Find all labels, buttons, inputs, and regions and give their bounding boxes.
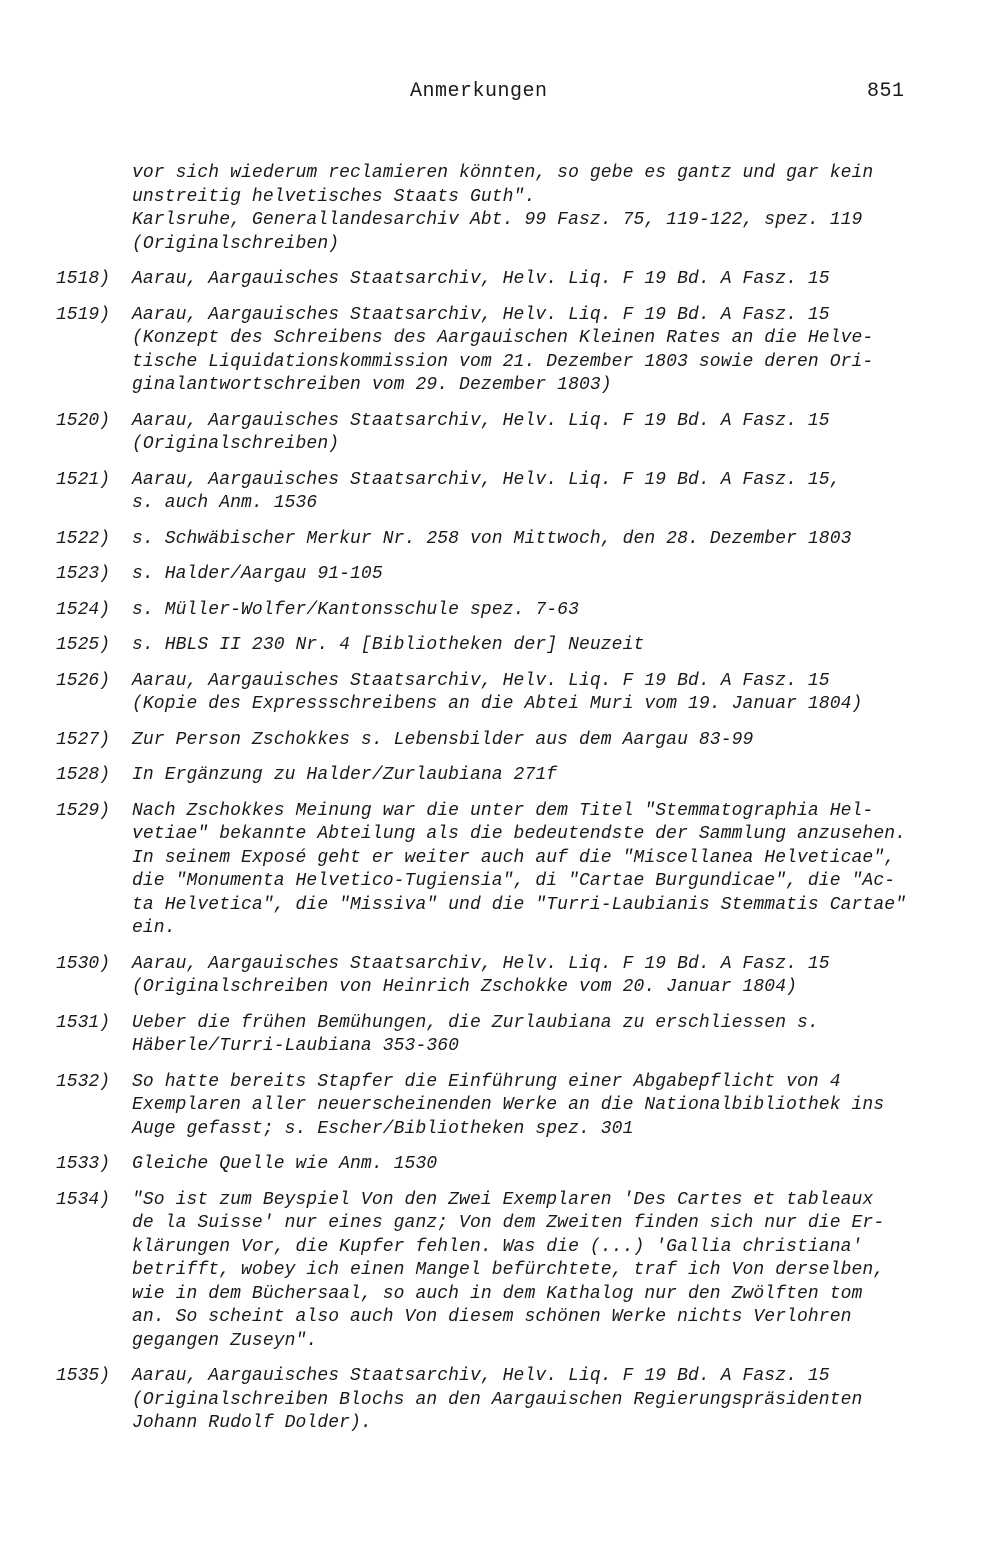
endnote — [0, 800, 1000, 941]
endnote-text — [132, 1365, 932, 1436]
endnote-line: Exemplaren aller neuerscheinenden Werke an die Nationalbibliothek ins — [132, 1095, 885, 1115]
endnote-number: 1534) — [56, 1189, 111, 1210]
endnote-line: Aarau, Aargauisches Staatsarchiv, Helv. Liq. F 19 Bd. A Fasz. 15 — [132, 1366, 830, 1386]
endnote-line: (Originalschreiben von Heinrich Zschokke vom 20. Januar 1804) — [132, 977, 798, 997]
endnote-line: ginalantwortschreiben vom 29. Dezember 1803) — [132, 375, 612, 395]
endnotes-list — [0, 162, 1000, 1448]
endnote — [0, 268, 1000, 292]
endnote — [0, 410, 1000, 457]
endnote-line: tische Liquidationskommission vom 21. Dezember 1803 sowie deren Ori- — [132, 351, 874, 372]
endnote-number: 1523) — [56, 564, 111, 584]
endnote-text — [132, 953, 932, 1000]
endnote-text — [132, 162, 932, 256]
endnote-number: 1529) — [56, 800, 111, 821]
endnote-number: 1520) — [56, 410, 111, 431]
running-title: Anmerkungen — [410, 80, 548, 103]
endnote-text — [132, 729, 932, 753]
endnote-line: Aarau, Aargauisches Staatsarchiv, Helv. Liq. F 19 Bd. A Fasz. 15 — [132, 304, 830, 325]
endnote-text — [132, 764, 932, 788]
endnote-number: 1531) — [56, 1012, 111, 1033]
endnote-line: Aarau, Aargauisches Staatsarchiv, Helv. Liq. F 19 Bd. A Fasz. 15, — [132, 469, 841, 490]
endnote-line: (Originalschreiben Blochs an den Aargauischen Regierungspräsidenten — [132, 1389, 863, 1410]
endnote-number: 1533) — [56, 1154, 111, 1174]
endnote-text — [132, 469, 932, 516]
endnote-line: vor sich wiederum reclamieren könnten, so gebe es gantz und gar kein — [132, 163, 874, 183]
endnote-text — [132, 563, 932, 587]
endnote-text — [132, 800, 932, 941]
endnote-line: gegangen Zuseyn". — [132, 1330, 318, 1351]
endnote-line: Gleiche Quelle wie Anm. 1530 — [132, 1154, 438, 1174]
endnote — [0, 729, 1000, 753]
endnote-line: die "Monumenta Helvetico-Tugiensia", di "Cartae Burgundicae", die "Ac- — [132, 871, 896, 891]
endnote-text — [132, 1153, 932, 1177]
endnote-number: 1518) — [56, 269, 111, 289]
endnote-line: Aarau, Aargauisches Staatsarchiv, Helv. Liq. F 19 Bd. A Fasz. 15 — [132, 670, 830, 691]
endnote-line: ta Helvetica", die "Missiva" und die "Turri-Laubianis Stemmatis Cartae" — [132, 894, 907, 915]
endnote-line: Aarau, Aargauisches Staatsarchiv, Helv. Liq. F 19 Bd. A Fasz. 15 — [132, 953, 830, 974]
endnote-line: "So ist zum Beyspiel Von den Zwei Exemplaren 'Des Cartes et tableaux — [132, 1189, 874, 1210]
endnote — [0, 563, 1000, 587]
endnote — [0, 1012, 1000, 1059]
endnote-line: de la Suisse' nur eines ganz; Von dem Zweiten finden sich nur die Er- — [132, 1213, 885, 1233]
endnote — [0, 599, 1000, 623]
endnote-line: Häberle/Turri-Laubiana 353-360 — [132, 1036, 460, 1056]
endnote-line: s. HBLS II 230 Nr. 4 [Bibliotheken der] Neuzeit — [132, 635, 645, 655]
endnote-line: betrifft, wobey ich einen Mangel befürchtete, traf ich Von derselben, — [132, 1260, 885, 1280]
endnote-number: 1526) — [56, 670, 111, 691]
endnote-line: Auge gefasst; s. Escher/Bibliotheken spez. 301 — [132, 1118, 634, 1139]
endnote-number: 1519) — [56, 304, 111, 325]
endnote-line: an. So scheint also auch Von diesem schönen Werke nichts Verlohren — [132, 1307, 852, 1327]
endnote-line: In Ergänzung zu Halder/Zurlaubiana 271f — [132, 765, 558, 785]
endnote-text — [132, 268, 932, 292]
endnote — [0, 304, 1000, 398]
endnote-number: 1527) — [56, 729, 111, 750]
endnote-text — [132, 670, 932, 717]
endnote-line: Nach Zschokkes Meinung war die unter dem Titel "Stemmatographia Hel- — [132, 800, 874, 821]
endnote-line: Ueber die frühen Bemühungen, die Zurlaubiana zu erschliessen s. — [132, 1012, 819, 1033]
endnote-line: In seinem Exposé geht er weiter auch auf die "Miscellanea Helveticae", — [132, 847, 896, 868]
endnote — [0, 953, 1000, 1000]
endnote-line: Aarau, Aargauisches Staatsarchiv, Helv. Liq. F 19 Bd. A Fasz. 15 — [132, 269, 830, 289]
endnote — [0, 1365, 1000, 1436]
endnote-line: (Originalschreiben) — [132, 233, 340, 254]
endnote-text — [132, 1012, 932, 1059]
endnote — [0, 634, 1000, 658]
endnote — [0, 162, 1000, 256]
endnote-text — [132, 304, 932, 398]
endnote-line: vetiae" bekannte Abteilung als die bedeutendste der Sammlung anzusehen. — [132, 824, 907, 844]
endnote-text — [132, 1189, 932, 1354]
endnote-number: 1528) — [56, 765, 111, 785]
endnote-line: Karlsruhe, Generallandesarchiv Abt. 99 Fasz. 75, 119-122, spez. 119 — [132, 210, 863, 230]
page-number: 851 — [867, 80, 905, 103]
endnote-number: 1532) — [56, 1071, 111, 1092]
endnote-text — [132, 528, 932, 552]
endnote-line: Johann Rudolf Dolder). — [132, 1413, 372, 1433]
endnote-text — [132, 599, 932, 623]
endnote — [0, 670, 1000, 717]
endnote-number: 1522) — [56, 528, 111, 549]
endnote — [0, 1071, 1000, 1142]
endnote-line: Zur Person Zschokkes s. Lebensbilder aus dem Aargau 83-99 — [132, 729, 754, 750]
endnote — [0, 528, 1000, 552]
endnote — [0, 469, 1000, 516]
endnote-line: s. auch Anm. 1536 — [132, 493, 318, 513]
endnote-number: 1530) — [56, 953, 111, 974]
endnote-line: So hatte bereits Stapfer die Einführung einer Abgabepflicht von 4 — [132, 1071, 841, 1092]
endnote-text — [132, 1071, 932, 1142]
endnote-line: s. Müller-Wolfer/Kantonsschule spez. 7-63 — [132, 599, 579, 620]
endnote-line: ein. — [132, 918, 176, 938]
endnote-line: (Konzept des Schreibens des Aargauischen Kleinen Rates an die Helve- — [132, 328, 874, 348]
endnote-line: unstreitig helvetisches Staats Guth". — [132, 186, 536, 207]
endnote-number: 1521) — [56, 469, 111, 490]
endnote-number: 1535) — [56, 1366, 111, 1386]
endnote-line: Aarau, Aargauisches Staatsarchiv, Helv. Liq. F 19 Bd. A Fasz. 15 — [132, 410, 830, 431]
endnote-line: (Originalschreiben) — [132, 434, 340, 454]
endnote-line: (Kopie des Expressschreibens an die Abtei Muri vom 19. Januar 1804) — [132, 694, 863, 714]
endnote — [0, 1153, 1000, 1177]
endnote-text — [132, 410, 932, 457]
endnote-number: 1525) — [56, 635, 111, 655]
endnote — [0, 764, 1000, 788]
endnote-line: s. Schwäbischer Merkur Nr. 258 von Mittwoch, den 28. Dezember 1803 — [132, 528, 852, 549]
endnote-number: 1524) — [56, 599, 111, 620]
endnote-line: klärungen Vor, die Kupfer fehlen. Was die (...) 'Gallia christiana' — [132, 1236, 863, 1257]
endnote-text — [132, 634, 932, 658]
endnote-line: s. Halder/Aargau 91-105 — [132, 564, 383, 584]
endnote-line: wie in dem Büchersaal, so auch in dem Kathalog nur den Zwölften tom — [132, 1283, 863, 1304]
page-header — [0, 80, 1000, 110]
endnote — [0, 1189, 1000, 1354]
